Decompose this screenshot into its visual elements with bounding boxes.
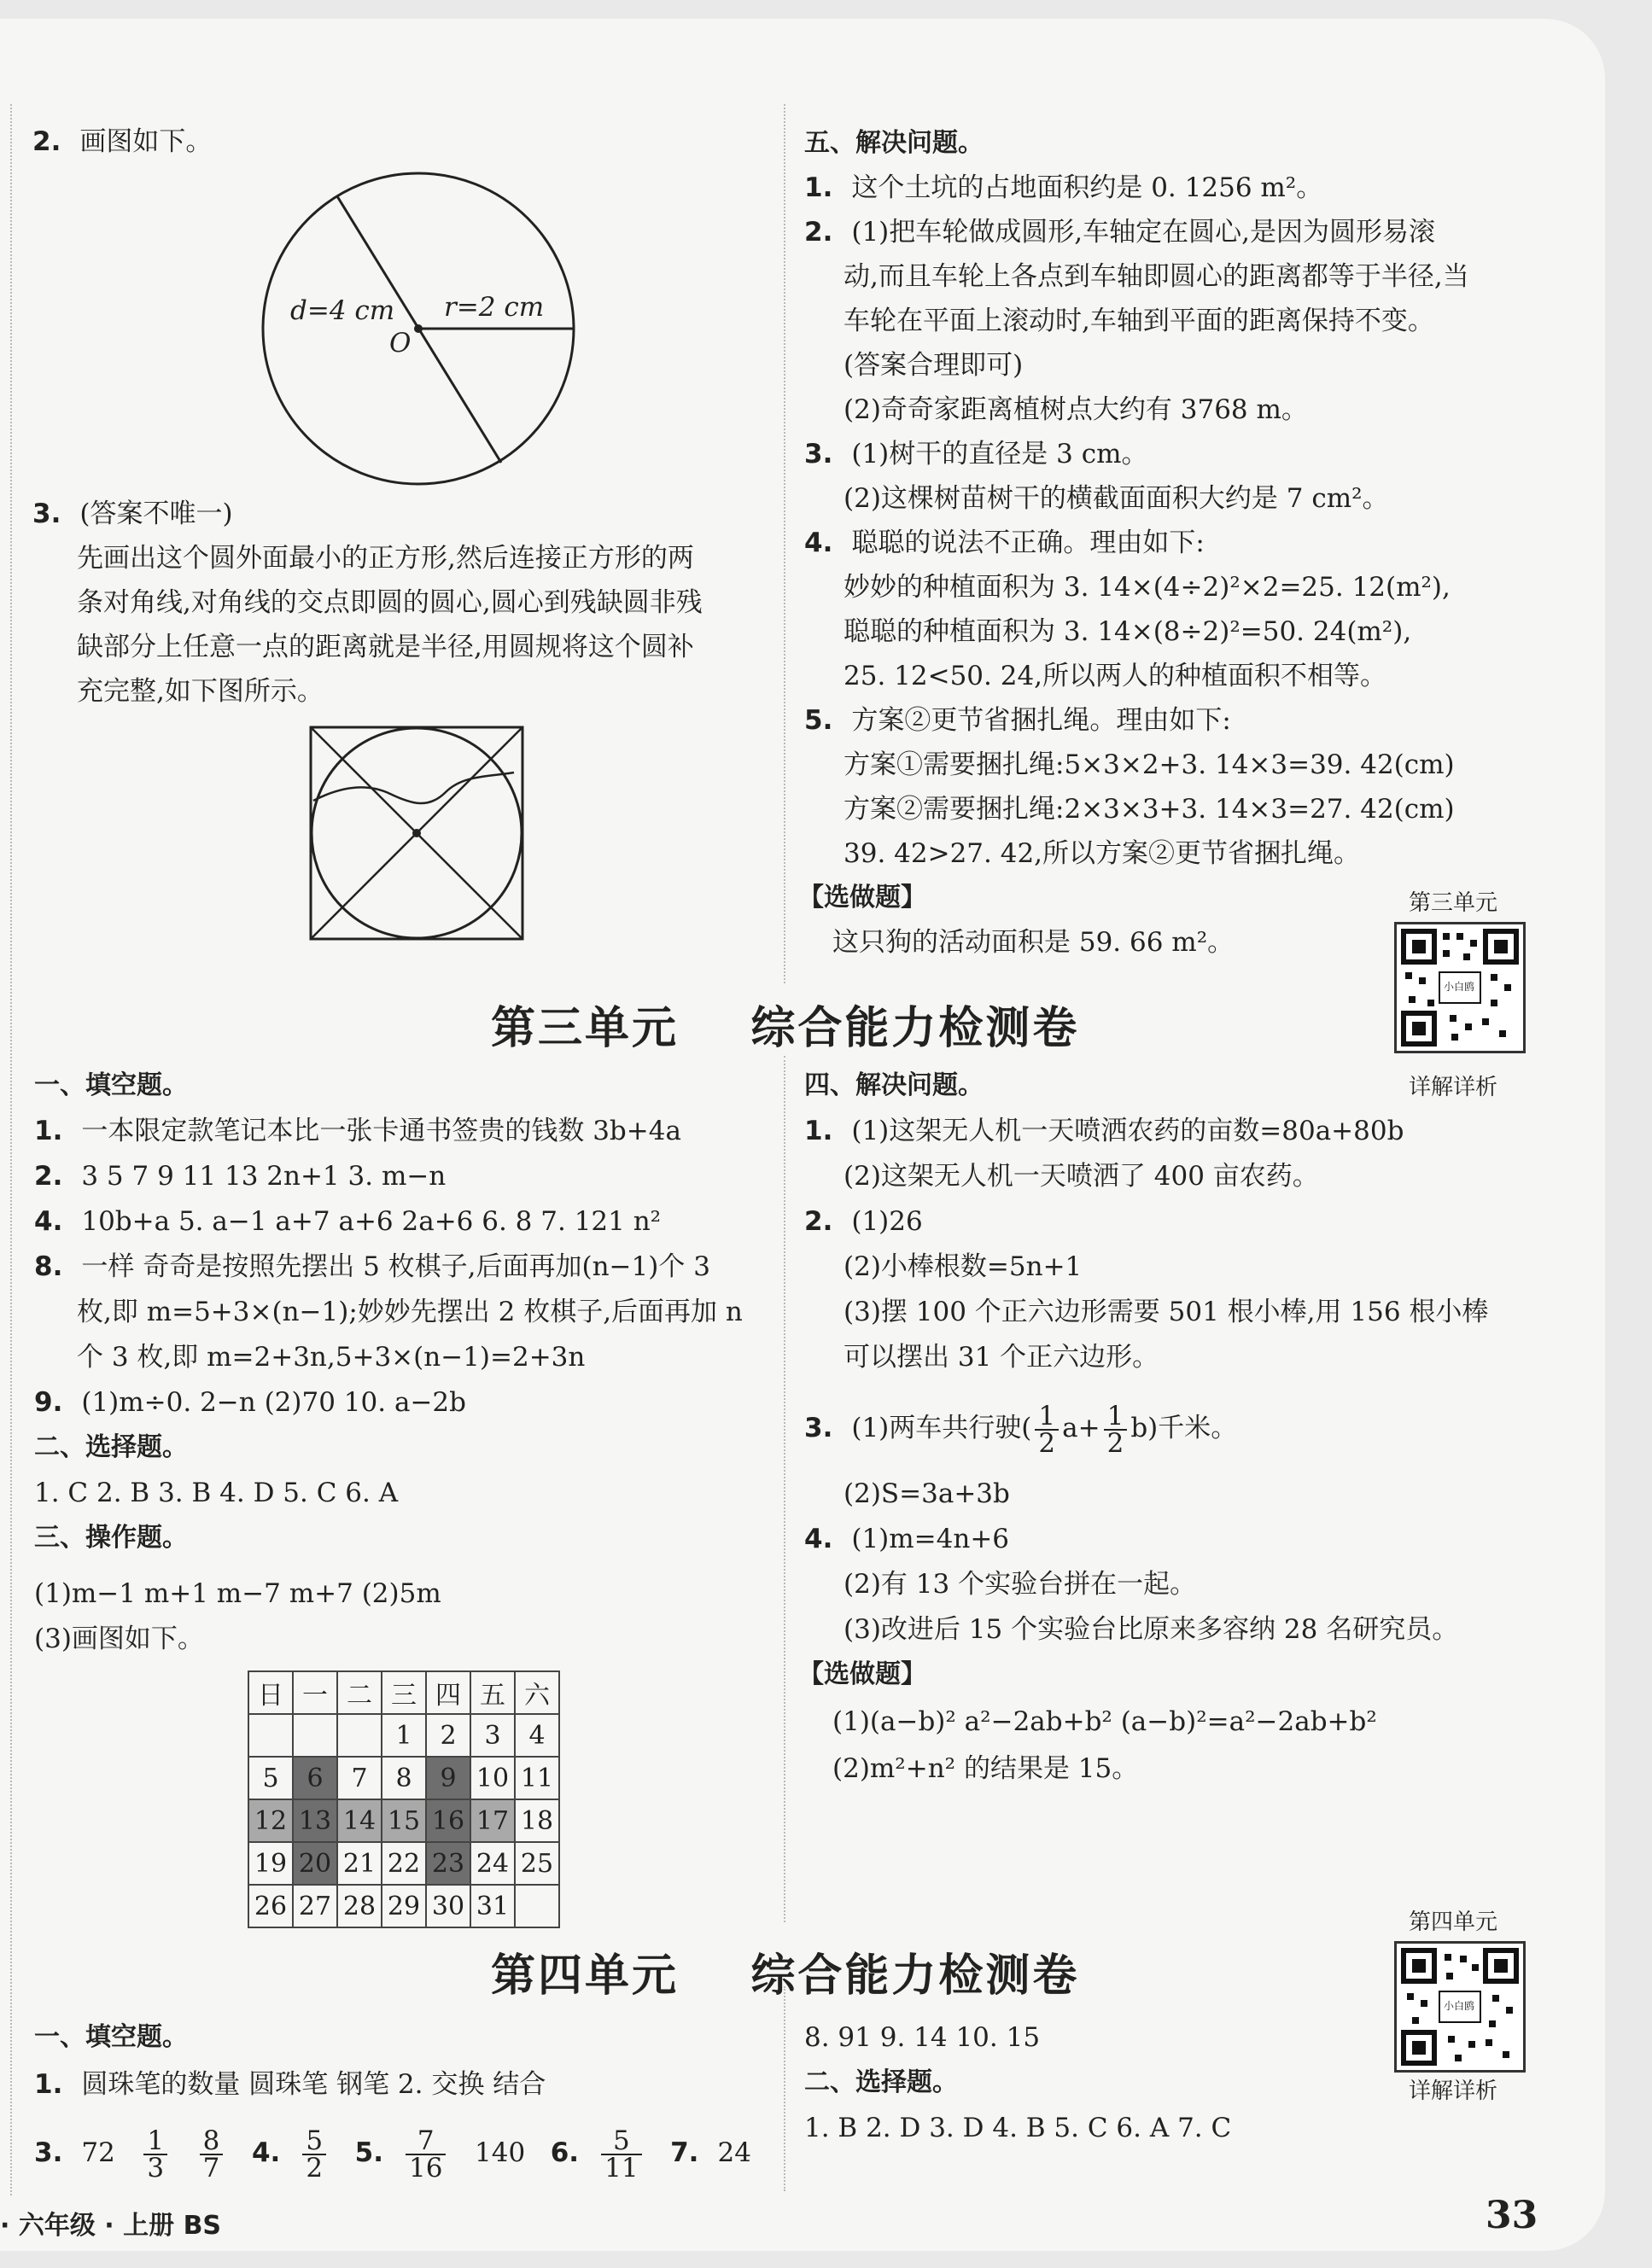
u3-right-5: (3)摆 100 个正六边形需要 501 根小棒,用 156 根小棒 — [844, 1297, 1489, 1327]
circle-diagram — [252, 171, 585, 487]
u3-right2-6: (2)m²+n² 的结果是 15。 — [832, 1753, 1139, 1784]
u3-left-5: 枚,即 m=5+3×(n−1);妙妙先摆出 2 枚棋子,后面再加 n — [77, 1297, 743, 1327]
u4-right-choices: 1. B 2. D 3. D 4. B 5. C 6. A 7. C — [804, 2113, 1232, 2143]
u3-left-11: (1)m−1 m+1 m−7 m+7 (2)5m — [34, 1578, 441, 1609]
u3-right-3: 2. (1)26 — [804, 1206, 923, 1237]
calendar-cell — [515, 1885, 559, 1927]
fraction-half-a: $\frac{1}{2}$ — [1035, 1403, 1059, 1456]
u3-right-2: (2)这架无人机一天喷洒了 400 亩农药。 — [844, 1161, 1319, 1192]
qr-code-unit4[interactable] — [1394, 1941, 1526, 2073]
calendar-row — [248, 1842, 559, 1885]
rt-item-2d: (答案合理即可) — [844, 350, 1024, 381]
calendar-cell: 10 — [470, 1757, 515, 1799]
u3-left-10: 三、操作题。 — [34, 1523, 188, 1553]
left-q3-line5: 充完整,如下图所示。 — [77, 676, 324, 707]
rt-item-1: 1. 这个土坑的占地面积约是 0. 1256 m²。 — [804, 172, 1323, 203]
qr-code-unit3[interactable] — [1394, 922, 1526, 1053]
u3-right2-3: (3)改进后 15 个实验台比原来多容纳 28 名研究员。 — [844, 1614, 1459, 1645]
calendar-cell: 20 — [293, 1842, 337, 1885]
u3-right2-4: 【选做题】 — [798, 1659, 926, 1689]
calendar-cell: 16 — [426, 1799, 470, 1842]
rt-item-5b: 方案①需要捆扎绳:5×3×2+3. 14×3=39. 42(cm) — [844, 749, 1455, 780]
calendar-row — [248, 1799, 559, 1842]
fraction: $\frac{5}{11}$ — [601, 2128, 641, 2181]
qr3-brand: 小白鸥 — [1444, 981, 1475, 993]
u3-left-2: 2. 3 5 7 9 11 13 2n+1 3. m−n — [34, 1161, 447, 1192]
calendar-cell: 3 — [470, 1714, 515, 1757]
rt-item-5: 5. 方案②更节省捆扎绳。理由如下: — [804, 705, 1231, 736]
left-q3-line1: 3. (答案不唯一) — [32, 498, 233, 529]
calendar-cell — [248, 1714, 293, 1757]
qr4-brand: 小白鸥 — [1444, 2000, 1475, 2012]
fraction-half-b: $\frac{1}{2}$ — [1104, 1403, 1128, 1456]
calendar-header-cell: 二 — [337, 1671, 382, 1714]
u4-right-heading: 二、选择题。 — [804, 2067, 958, 2097]
left-margin-line — [10, 104, 12, 2195]
square-circle-diagram — [309, 726, 524, 941]
calendar-cell: 30 — [426, 1885, 470, 1927]
calendar-cell: 21 — [337, 1842, 382, 1885]
footer-grade: · 六年级 · 上册 BS — [0, 2211, 222, 2241]
calendar-header-cell: 一 — [293, 1671, 337, 1714]
diameter-label: d=4 cm — [290, 295, 395, 326]
calendar-cell: 31 — [470, 1885, 515, 1927]
calendar-cell — [293, 1714, 337, 1757]
calendar-cell: 27 — [293, 1885, 337, 1927]
calendar-grid — [248, 1670, 560, 1928]
rt-item-2e: (2)奇奇家距离植树点大约有 3768 m。 — [844, 394, 1308, 425]
calendar-cell: 5 — [248, 1757, 293, 1799]
calendar-cell: 24 — [470, 1842, 515, 1885]
u3-left-4: 8. 一样 奇奇是按照先摆出 5 枚棋子,后面再加(n−1)个 3 — [34, 1251, 710, 1282]
u3-left-12: (3)画图如下。 — [34, 1624, 204, 1654]
calendar-cell: 23 — [426, 1842, 470, 1885]
calendar-cell: 14 — [337, 1799, 382, 1842]
page-number: 33 — [1486, 2194, 1538, 2237]
column-divider-mid — [784, 1056, 785, 1922]
left-q3-line2: 先画出这个圆外面最小的正方形,然后连接正方形的两 — [77, 543, 694, 574]
qr3-caption-top: 第三单元 — [1409, 890, 1498, 916]
rt-item-4d: 25. 12<50. 24,所以两人的种植面积不相等。 — [844, 661, 1387, 691]
fraction: $\frac{8}{7}$ — [200, 2128, 224, 2181]
calendar-cell: 13 — [293, 1799, 337, 1842]
calendar-cell: 11 — [515, 1757, 559, 1799]
unit3-title: 第三单元 综合能力检测卷 — [491, 1003, 1080, 1054]
u4-left-heading: 一、填空题。 — [34, 2022, 188, 2052]
rt-item-2: 2. (1)把车轮做成圆形,车轴定在圆心,是因为圆形易滚 — [804, 217, 1435, 248]
calendar-cell: 15 — [382, 1799, 426, 1842]
answer-page — [0, 19, 1605, 2251]
calendar-cell: 6 — [293, 1757, 337, 1799]
u3-left-9: 1. C 2. B 3. B 4. D 5. C 6. A — [34, 1478, 399, 1508]
rt-item-4: 4. 聪聪的说法不正确。理由如下: — [804, 528, 1205, 558]
rt-item-5c: 方案②需要捆扎绳:2×3×3+3. 14×3=27. 42(cm) — [844, 794, 1455, 825]
rt-item-4b: 妙妙的种植面积为 3. 14×(4÷2)²×2=25. 12(m²), — [844, 572, 1451, 603]
calendar-cell: 18 — [515, 1799, 559, 1842]
calendar-cell — [337, 1714, 382, 1757]
calendar-cell: 9 — [426, 1757, 470, 1799]
column-divider-bottom — [784, 1986, 785, 2191]
fraction: $\frac{5}{2}$ — [302, 2128, 326, 2181]
rt-item-2c: 车轮在平面上滚动时,车轴到平面的距离保持不变。 — [844, 306, 1434, 336]
calendar-cell: 28 — [337, 1885, 382, 1927]
left-q2: 2. 画图如下。 — [32, 126, 213, 157]
u3-right-4: (2)小棒根数=5n+1 — [844, 1251, 1083, 1282]
u4-right-q8: 8. 91 9. 14 10. 15 — [804, 2022, 1041, 2053]
u3-left-3: 4. 10b+a 5. a−1 a+7 a+6 2a+6 6. 8 7. 121 n² — [34, 1206, 662, 1237]
calendar-row — [248, 1714, 559, 1757]
calendar-header-cell: 六 — [515, 1671, 559, 1714]
rt-item-3: 3. (1)树干的直径是 3 cm。 — [804, 439, 1148, 469]
calendar-cell: 25 — [515, 1842, 559, 1885]
u3-right2-0: (2)S=3a+3b — [844, 1478, 1010, 1509]
calendar-cell: 17 — [470, 1799, 515, 1842]
calendar-header-cell: 三 — [382, 1671, 426, 1714]
u3-right2-1: 4. (1)m=4n+6 — [804, 1524, 1010, 1554]
calendar-header-row — [248, 1671, 559, 1714]
calendar-cell: 29 — [382, 1885, 426, 1927]
fraction: $\frac{7}{16}$ — [406, 2128, 446, 2181]
optional-heading-1: 【选做题】 — [798, 883, 926, 912]
calendar-cell: 8 — [382, 1757, 426, 1799]
calendar-cell: 19 — [248, 1842, 293, 1885]
u3-right-q3: 3. (1)两车共行驶( $\frac{1}{2}$ a+ $\frac{1}{2}$ b)千米。 — [804, 1400, 1238, 1459]
center-label: O — [389, 328, 412, 359]
calendar-header-cell: 四 — [426, 1671, 470, 1714]
u3-left-8: 二、选择题。 — [34, 1432, 188, 1462]
u4-left-q3: 3. 72 $\frac{1}{3}$ $\frac{8}{7}$ 4. $\frac{5}{2}$ 5. $\frac{7}{16}$ 140 6. $\frac{5}{11}$ 7. 24 — [34, 2125, 751, 2183]
u3-right-1: 1. (1)这架无人机一天喷洒农药的亩数=80a+80b — [804, 1116, 1404, 1146]
qr4-caption-bottom: 详解详析 — [1409, 2079, 1498, 2104]
u3-left-7: 9. (1)m÷0. 2−n (2)70 10. a−2b — [34, 1387, 466, 1418]
rt-item-2b: 动,而且车轮上各点到车轴即圆心的距离都等于半径,当 — [844, 261, 1469, 292]
u3-right2-2: (2)有 13 个实验台拼在一起。 — [844, 1569, 1197, 1600]
left-q3-line3: 条对角线,对角线的交点即圆的圆心,圆心到残缺圆非残 — [77, 587, 703, 618]
u3-left-1: 1. 一本限定款笔记本比一张卡通书签贵的钱数 3b+4a — [34, 1116, 681, 1146]
u3-right2-5: (1)(a−b)² a²−2ab+b² (a−b)²=a²−2ab+b² — [832, 1706, 1377, 1737]
u3-left-0: 一、填空题。 — [34, 1070, 188, 1100]
calendar-cell: 1 — [382, 1714, 426, 1757]
u3-left-6: 个 3 枚,即 m=2+3n,5+3×(n−1)=2+3n — [77, 1342, 586, 1373]
u3-right-6: 可以摆出 31 个正六边形。 — [844, 1342, 1159, 1373]
optional-answer-1: 这只狗的活动面积是 59. 66 m²。 — [832, 927, 1235, 958]
calendar-cell: 12 — [248, 1799, 293, 1842]
qr4-caption-top: 第四单元 — [1409, 1909, 1498, 1935]
u3-right-0: 四、解决问题。 — [804, 1070, 984, 1100]
radius-label: r=2 cm — [444, 292, 545, 323]
qr3-caption-bottom: 详解详析 — [1409, 1075, 1498, 1100]
calendar-header-cell: 五 — [470, 1671, 515, 1714]
calendar-cell: 2 — [426, 1714, 470, 1757]
calendar-header-cell: 日 — [248, 1671, 293, 1714]
calendar-row — [248, 1757, 559, 1799]
calendar-cell: 7 — [337, 1757, 382, 1799]
rt-item-3b: (2)这棵树苗树干的横截面面积大约是 7 cm²。 — [844, 483, 1389, 514]
calendar-cell: 26 — [248, 1885, 293, 1927]
u4-left-q1: 1. 圆珠笔的数量 圆珠笔 钢笔 2. 交换 结合 — [34, 2069, 546, 2100]
calendar-cell: 22 — [382, 1842, 426, 1885]
right-top-heading: 五、解决问题。 — [804, 128, 984, 158]
fraction: $\frac{1}{3}$ — [143, 2128, 167, 2181]
column-divider-top — [784, 104, 785, 983]
left-q3-line4: 缺部分上任意一点的距离就是半径,用圆规将这个圆补 — [77, 632, 694, 662]
rt-item-4c: 聪聪的种植面积为 3. 14×(8÷2)²=50. 24(m²), — [844, 616, 1412, 647]
calendar-row — [248, 1885, 559, 1927]
rt-item-5d: 39. 42>27. 42,所以方案②更节省捆扎绳。 — [844, 838, 1361, 869]
unit4-title: 第四单元 综合能力检测卷 — [491, 1950, 1080, 2002]
calendar-cell: 4 — [515, 1714, 559, 1757]
